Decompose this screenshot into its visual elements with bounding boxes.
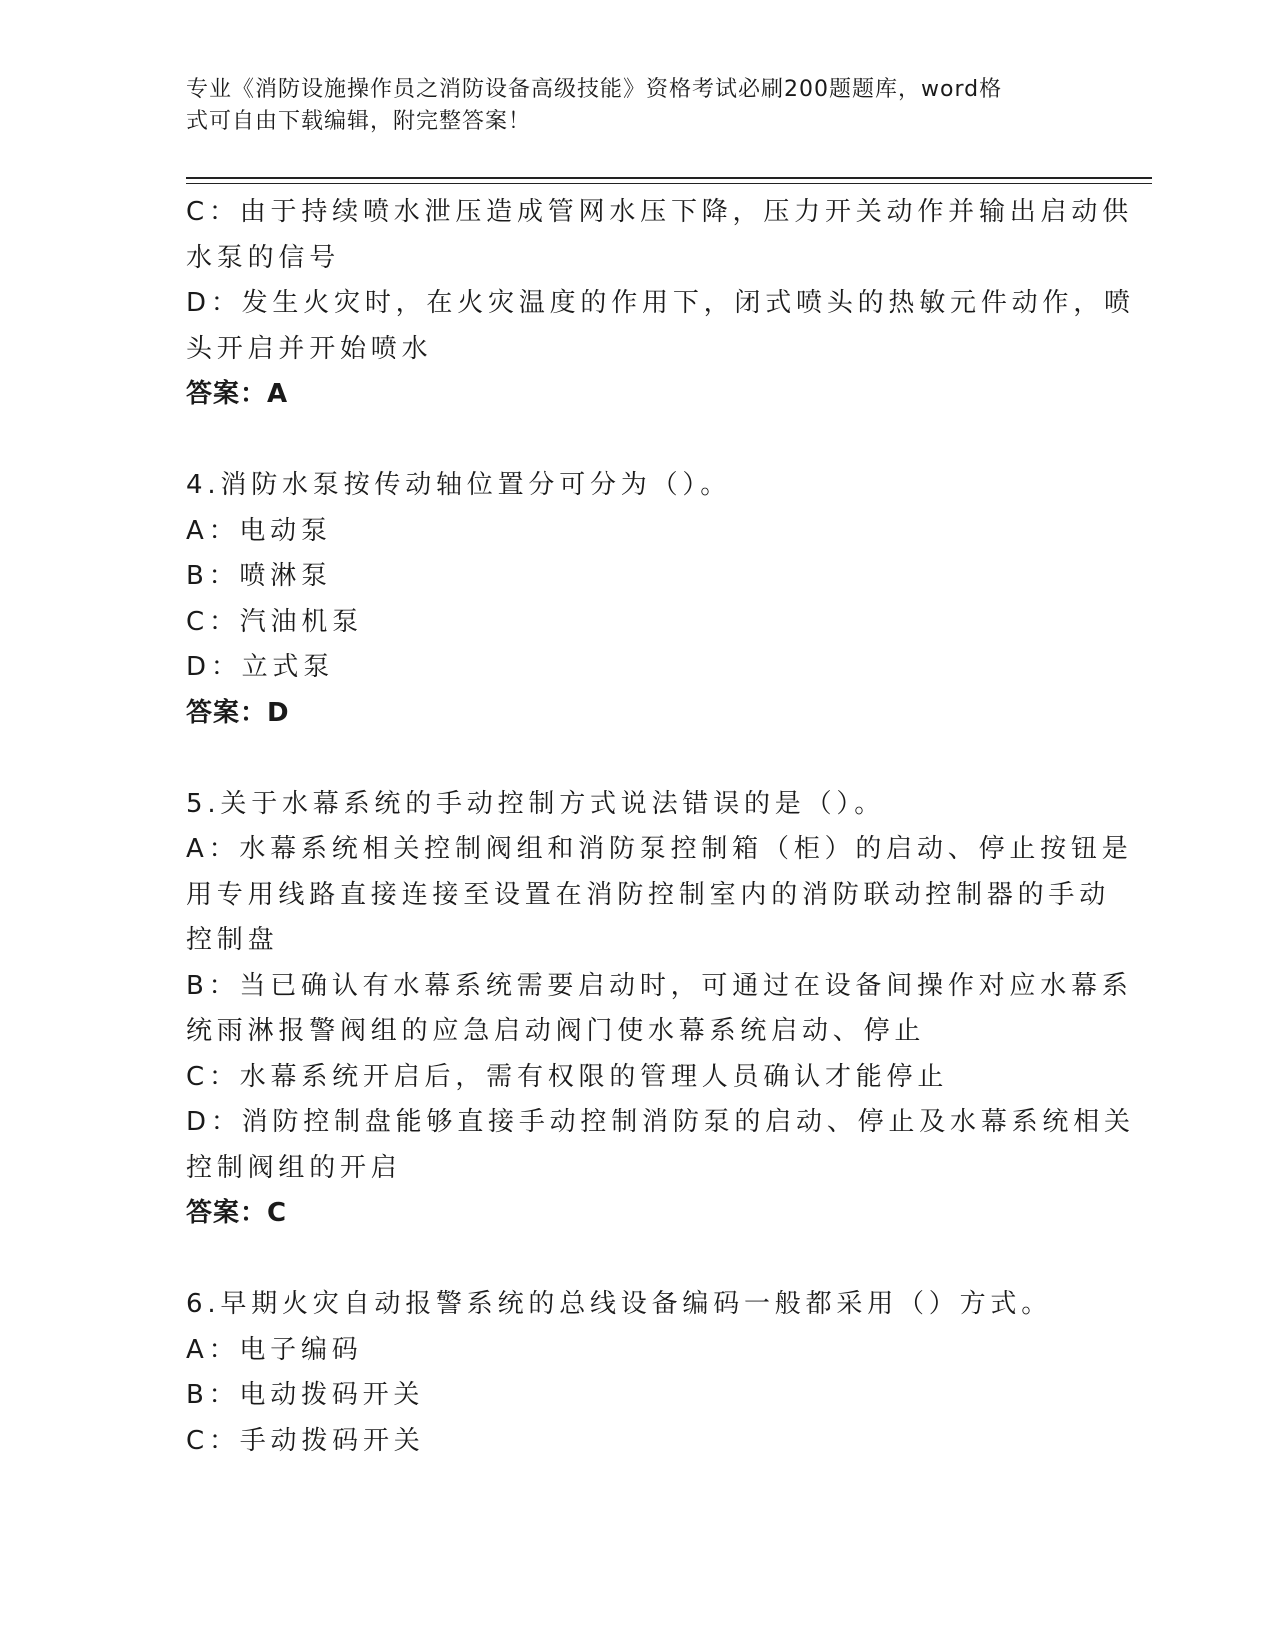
document-header	[186, 74, 1066, 138]
spacer	[186, 736, 1086, 782]
q5-option-d-cont: 控制阀组的开启	[186, 1152, 402, 1183]
q4-stem: 4.消防水泵按传动轴位置分可分为（）。	[186, 470, 732, 500]
q3-option-c-cont: 水泵的信号	[186, 242, 341, 273]
header-line-1: 专业《消防设施操作员之消防设备高级技能》资格考试必刷200题题库，word格	[186, 77, 1003, 102]
q3-option-c: C：由于持续喷水泄压造成管网水压下降，压力开关动作并输出启动供	[186, 197, 1133, 227]
q5-option-d: D：消防控制盘能够直接手动控制消防泵的启动、停止及水幕系统相关	[186, 1107, 1135, 1137]
header-rule-thick	[186, 177, 1152, 179]
q5-option-a-cont2: 控制盘	[186, 925, 279, 955]
header-line-2: 式可自由下载编辑，附完整答案！	[186, 109, 532, 134]
q4-option-b: B：喷淋泵	[186, 561, 332, 591]
q4-option-a: A：电动泵	[186, 515, 332, 546]
q6-option-b: B：电动拨码开关	[186, 1380, 425, 1410]
q3-option-d-cont: 头开启并开始喷水	[186, 333, 433, 364]
question-6	[186, 1282, 1086, 1464]
q4-answer: 答案：D	[186, 697, 290, 728]
question-4	[186, 463, 1086, 736]
q4-option-d: D：立式泵	[186, 652, 335, 682]
question-3	[186, 190, 1135, 418]
q6-option-c: C：手动拨码开关	[186, 1425, 425, 1456]
q5-option-a: A：水幕系统相关控制阀组和消防泵控制箱（柜）的启动、停止按钮是	[186, 834, 1133, 864]
q4-option-c: C：汽油机泵	[186, 606, 363, 637]
q5-option-a-cont: 用专用线路直接连接至设置在消防控制室内的消防联动控制器的手动	[186, 879, 1111, 910]
q3-answer: 答案：A	[186, 379, 289, 409]
header-rule-thin	[186, 183, 1152, 184]
q5-answer: 答案：C	[186, 1198, 288, 1228]
q5-stem: 5.关于水幕系统的手动控制方式说法错误的是（）。	[186, 788, 886, 819]
q6-option-a: A：电子编码	[186, 1334, 363, 1365]
question-content	[186, 190, 1135, 1464]
spacer	[186, 418, 1086, 464]
q5-option-b-cont: 统雨淋报警阀组的应急启动阀门使水幕系统启动、停止	[186, 1016, 926, 1046]
q6-stem: 6.早期火灾自动报警系统的总线设备编码一般都采用（）方式。	[186, 1289, 1053, 1319]
q3-option-d: D：发生火灾时，在火灾温度的作用下，闭式喷头的热敏元件动作，喷	[186, 288, 1135, 318]
spacer	[186, 1237, 1086, 1283]
question-5	[186, 782, 1135, 1237]
q5-option-b: B：当已确认有水幕系统需要启动时，可通过在设备间操作对应水幕系	[186, 970, 1133, 1001]
q5-option-c: C：水幕系统开启后，需有权限的管理人员确认才能停止	[186, 1061, 949, 1092]
